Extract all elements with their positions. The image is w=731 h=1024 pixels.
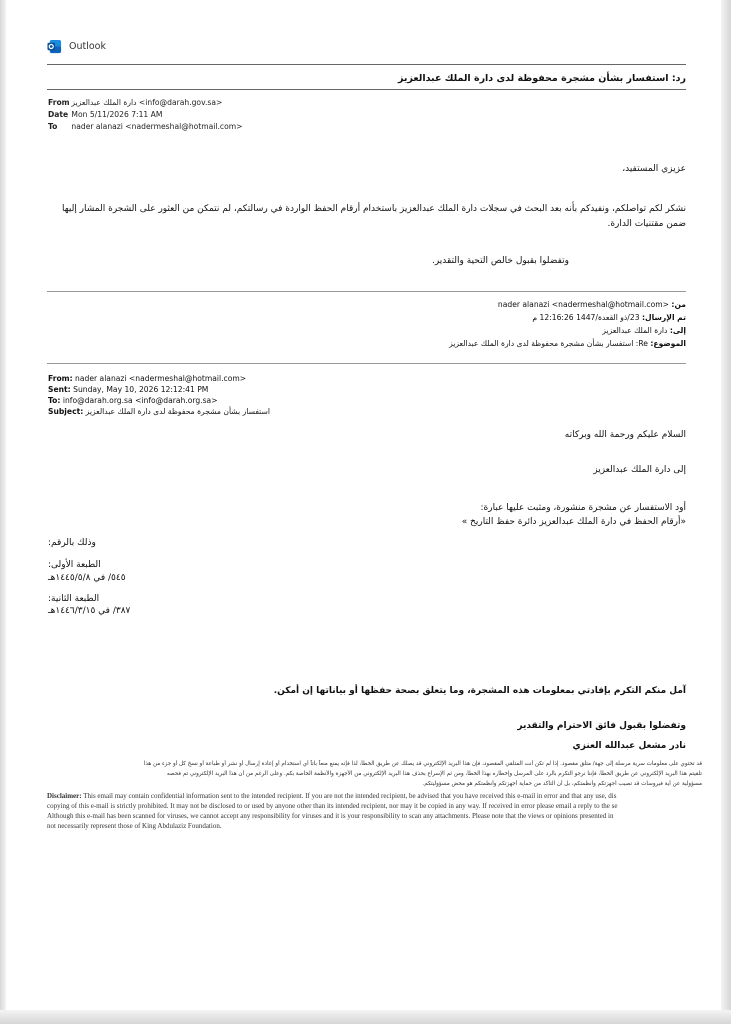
- numbers-intro: وذلك بالرقم:: [48, 538, 96, 548]
- quoted-ar-subject-row: [449, 339, 686, 348]
- disclaimer-en-line: not necessarily represent those of King Abdulaziz Foundation.: [47, 822, 222, 830]
- original-addressee: إلى دارة الملك عبدالعزيز: [593, 465, 686, 475]
- quoted-en-from-row: [48, 374, 246, 383]
- to-label: To: [48, 122, 58, 131]
- quoted-en-to-value: info@darah.org.sa <info@darah.org.sa>: [62, 396, 218, 405]
- quoted-ar-sent-value: 23/ذو القعدة/1447 12:16:26 م: [532, 313, 640, 322]
- page-edge-right: [721, 0, 731, 1024]
- quoted-ar-to-value: دارة الملك عبدالعزيز: [602, 326, 668, 335]
- email-subject: رد: استفسار بشأن مشجرة محفوظة لدى دارة الملك عبدالعزيز: [398, 73, 686, 84]
- edition1-label: الطبعة الأولى:: [48, 560, 101, 570]
- original-salam: السلام عليكم ورحمة الله وبركاته: [564, 430, 686, 440]
- disclaimer-ar-line: تلقيتم هذا البريد الإلكتروني عن طريق الخطأ، فإننا نرجو التكرم بالرد على المرسل وإخطاره بهذا الخطأ، ومن ثم الإسراع بحذف هذا البريد الإلكتروني من الأجهزة والأنظمة الخاصة بكم. وعلى الرغم من أن هذا البريد الإلكتروني تم فحصه: [166, 771, 702, 777]
- reply-body: نشكر لكم تواصلكم، ونفيدكم بأنه بعد البحث في سجلات دارة الملك عبدالعزيز باستخدام أرقام الحفظ الواردة في رسالتكم، لم نتمكن من العثور على الشجرة المشار إليها ضمن مقتنيات الدارة.: [61, 204, 686, 229]
- edition2-value: ٣٨٧/ في ١٤٤٦/٣/١٥هـ: [48, 606, 131, 616]
- quote-divider: [47, 291, 686, 292]
- original-inquiry-line1: أود الاستفسار عن مشجرة منشورة، ومثبت عليها عبارة:: [480, 503, 686, 513]
- header-to-row: [48, 122, 243, 131]
- quote-divider-2: [47, 363, 686, 364]
- header-date-row: [48, 110, 162, 119]
- quoted-ar-sent-label: تم الإرسال:: [641, 313, 686, 322]
- quoted-ar-from-value: nader alanazi <nadermeshal@hotmail.com>: [497, 300, 669, 309]
- edition2-label: الطبعة الثانية:: [48, 594, 100, 604]
- quoted-en-subject-label: Subject:: [48, 407, 84, 416]
- header-divider: [47, 64, 686, 65]
- quoted-en-from-value: nader alanazi <nadermeshal@hotmail.com>: [75, 374, 247, 383]
- header-from-row: [48, 98, 222, 107]
- disclaimer-en-first-line: [47, 792, 707, 802]
- quoted-en-sent-value: Sunday, May 10, 2026 12:12:41 PM: [73, 385, 209, 394]
- quoted-ar-to-row: [602, 326, 686, 335]
- disclaimer-en-text: This email may contain confidential information sent to the intended recipient. If you are not the intended recipient, be advised that you have received this e-mail in error and that any use, dis: [83, 792, 617, 800]
- page-edge-bottom: [0, 1010, 731, 1024]
- from-label: From: [48, 98, 70, 107]
- subject-divider: [47, 89, 686, 90]
- quoted-en-subject-row: [48, 407, 270, 416]
- quoted-ar-sent-row: [532, 313, 686, 322]
- quoted-ar-subject-value: Re: استفسار بشأن مشجرة محفوظة لدى دارة الملك عبدالعزيز: [449, 339, 648, 348]
- quoted-en-from-label: From:: [48, 374, 73, 383]
- disclaimer-en-line: Although this e-mail has been scanned for viruses, we cannot accept any responsibility for viruses and it is your responsibility to scan any attachments. Please note that the views or opinions presented in: [47, 812, 614, 820]
- date-value: Mon 5/11/2026 7:11 AM: [71, 110, 163, 119]
- from-value: دارة الملك عبدالعزيز <info@darah.gov.sa>: [71, 98, 223, 107]
- date-label: Date: [48, 110, 69, 119]
- quoted-ar-subject-label: الموضوع:: [650, 339, 686, 348]
- outlook-logo-icon: [47, 39, 62, 54]
- disclaimer-en-line: copying of this e-mail is strictly prohibited. It may not be disclosed to or used by anyone other than its intended recipient, nor may it be copied in any way. If received in error please email a reply to the se: [47, 802, 618, 810]
- original-closing: وتفضلوا بقبول فائق الاحترام والتقدير: [517, 721, 686, 731]
- app-name: Outlook: [69, 41, 106, 52]
- quoted-en-to-row: [48, 396, 218, 405]
- original-signature: نادر مشعل عبدالله العنزي: [572, 741, 686, 751]
- quoted-ar-from-label: من:: [671, 300, 686, 309]
- disclaimer-label: Disclaimer:: [47, 792, 82, 800]
- quoted-en-sent-row: [48, 385, 208, 394]
- quoted-en-sent-label: Sent:: [48, 385, 71, 394]
- page-edge-left: [0, 0, 6, 1024]
- quoted-ar-from-row: [498, 300, 686, 309]
- quoted-ar-to-label: إلى:: [669, 326, 686, 335]
- reply-greeting: عزيزي المستفيد،: [622, 164, 686, 174]
- disclaimer-ar-line: مسؤولية عن أية فيروسات قد تصيب أجهزتكم وأنظمتكم، بل أن التأكد من حماية أجهزتكم وأنظمتكم هو محض مسؤوليتكم.: [422, 781, 702, 787]
- reply-closing: وتفضلوا بقبول خالص التحية والتقدير.: [431, 256, 569, 266]
- disclaimer-ar-line: قد تحتوي على معلومات سرية مرسلة إلى جهة/ متلق مقصود. إذا لم تكن أنت المتلقي المقصود، فإن هذا البريد الإلكتروني قد يصلك عن طريق الخطأ، لذا فإنه يمنع منعاً باتاً أي استخدام أو إعادة إرسال أو نشر أو طباعة أو نسخ كل أو جزء من هذا: [143, 761, 702, 767]
- original-request: آمل منكم التكرم بإفادتي بمعلومات هذه المشجرة، وما يتعلق بصحة حفظها أو بياناتها إن أمكن.: [273, 686, 686, 696]
- quoted-en-subject-value: استفسار بشأن مشجرة محفوظة لدى دارة الملك عبدالعزيز: [85, 407, 270, 416]
- edition1-value: ٥٤٥/ في ١٤٤٥/٥/٨هـ: [48, 573, 126, 583]
- original-inquiry-line2: «أرقام الحفظ في دارة الملك عبدالعزيز دائرة حفظ التاريخ »: [461, 517, 686, 527]
- to-value: nader alanazi <nadermeshal@hotmail.com>: [71, 122, 243, 131]
- quoted-en-to-label: To:: [48, 396, 61, 405]
